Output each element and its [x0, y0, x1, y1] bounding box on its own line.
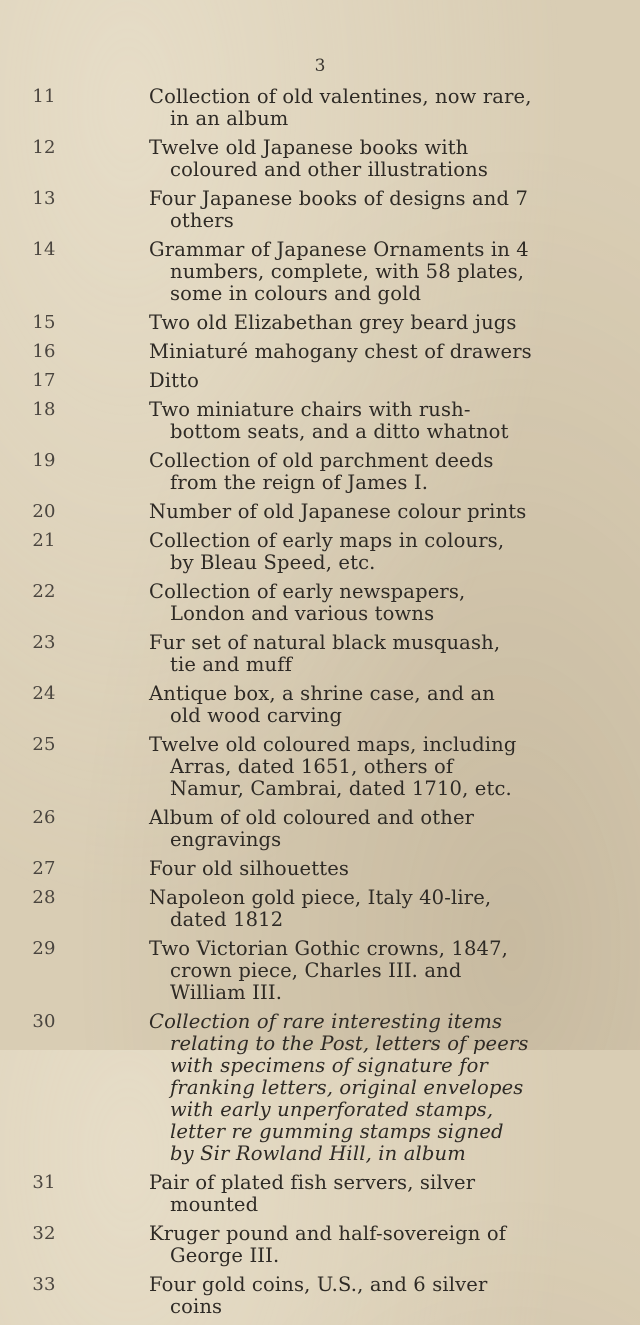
- lot-number: 29: [32, 938, 56, 959]
- lot-number: 31: [32, 1172, 56, 1193]
- lot-number: 14: [32, 239, 56, 260]
- lot-number: 22: [32, 581, 56, 602]
- lot-number: 11: [32, 86, 56, 107]
- lot-item: [0, 137, 640, 181]
- lot-description: Twelve old coloured maps, including Arras, dated 1651, others of Namur, Cambrai, dated 1710, etc.: [149, 733, 517, 800]
- lot-item: [0, 399, 640, 443]
- lot-description: Collection of early newspapers, London and various towns: [149, 580, 466, 625]
- lot-item: [0, 1172, 640, 1216]
- lot-description: Four Japanese books of designs and 7 others: [149, 187, 529, 232]
- lot-description: Grammar of Japanese Ornaments in 4 numbers, complete, with 58 plates, some in colours and gold: [149, 238, 529, 305]
- lot-item: [0, 239, 640, 305]
- lot-item: [0, 1223, 640, 1267]
- lot-number: 28: [32, 887, 56, 908]
- lot-number: 20: [32, 501, 56, 522]
- lot-item: [0, 341, 640, 363]
- lot-item: [0, 450, 640, 494]
- lot-item: [0, 734, 640, 800]
- lot-item: [0, 858, 640, 880]
- lot-number: 15: [32, 312, 56, 333]
- lot-number: 18: [32, 399, 56, 420]
- lot-description: Collection of early maps in colours, by Bleau Speed, etc.: [149, 529, 505, 574]
- lot-description: Four gold coins, U.S., and 6 silver coins: [149, 1273, 488, 1318]
- lot-description: Fur set of natural black musquash, tie and muff: [149, 631, 501, 676]
- lot-item: [0, 683, 640, 727]
- lot-description: Collection of rare interesting items relating to the Post, letters of peers with specimens of signature for franking letters, original envelopes with early unperforated stamps, letter re gumming stamps signed by Sir Rowland Hill, in album: [149, 1010, 529, 1165]
- lot-description: Two Victorian Gothic crowns, 1847, crown piece, Charles III. and William III.: [149, 937, 508, 1004]
- lot-description: Album of old coloured and other engravings: [149, 806, 475, 851]
- lot-item: [0, 370, 640, 392]
- lot-number: 21: [32, 530, 56, 551]
- lot-description: Four old silhouettes: [149, 857, 350, 880]
- lot-number: 12: [32, 137, 56, 158]
- lot-number: 32: [32, 1223, 56, 1244]
- lot-number: 33: [32, 1274, 56, 1295]
- lot-description: Two old Elizabethan grey beard jugs: [149, 311, 517, 334]
- lot-description: Kruger pound and half-sovereign of George III.: [149, 1222, 507, 1267]
- lot-number: 30: [32, 1011, 56, 1032]
- lot-item: [0, 1011, 640, 1165]
- lot-item: [0, 530, 640, 574]
- lot-item: [0, 312, 640, 334]
- lot-description: Twelve old Japanese books with coloured and other illustrations: [149, 136, 489, 181]
- lot-description: Collection of old parchment deeds from the reign of James I.: [149, 449, 494, 494]
- lot-item: [0, 807, 640, 851]
- lot-description: Ditto: [149, 369, 200, 392]
- page-number: 3: [314, 56, 326, 76]
- lot-number: 24: [32, 683, 56, 704]
- lot-item: [0, 632, 640, 676]
- lot-description: Number of old Japanese colour prints: [149, 500, 527, 523]
- lot-description: Two miniature chairs with rush-bottom seats, and a ditto whatnot: [149, 398, 509, 443]
- lot-number: 27: [32, 858, 56, 879]
- lot-number: 16: [32, 341, 56, 362]
- lot-number: 17: [32, 370, 56, 391]
- lot-item: [0, 86, 640, 130]
- lot-item: [0, 1274, 640, 1318]
- lot-description: Napoleon gold piece, Italy 40-lire, dated 1812: [149, 886, 492, 931]
- lot-item: [0, 887, 640, 931]
- lot-description: Collection of old valentines, now rare, in an album: [149, 85, 532, 130]
- lot-item: [0, 188, 640, 232]
- lot-description: Antique box, a shrine case, and an old wood carving: [149, 682, 495, 727]
- lot-number: 13: [32, 188, 56, 209]
- lot-number: 23: [32, 632, 56, 653]
- lot-description: Pair of plated fish servers, silver mounted: [149, 1171, 476, 1216]
- lot-item: [0, 938, 640, 1004]
- lot-number: 19: [32, 450, 56, 471]
- lot-number: 25: [32, 734, 56, 755]
- lot-number: 26: [32, 807, 56, 828]
- lot-description: Miniaturé mahogany chest of drawers: [149, 340, 532, 363]
- lot-item: [0, 501, 640, 523]
- lot-item: [0, 581, 640, 625]
- lot-list: [0, 86, 640, 1325]
